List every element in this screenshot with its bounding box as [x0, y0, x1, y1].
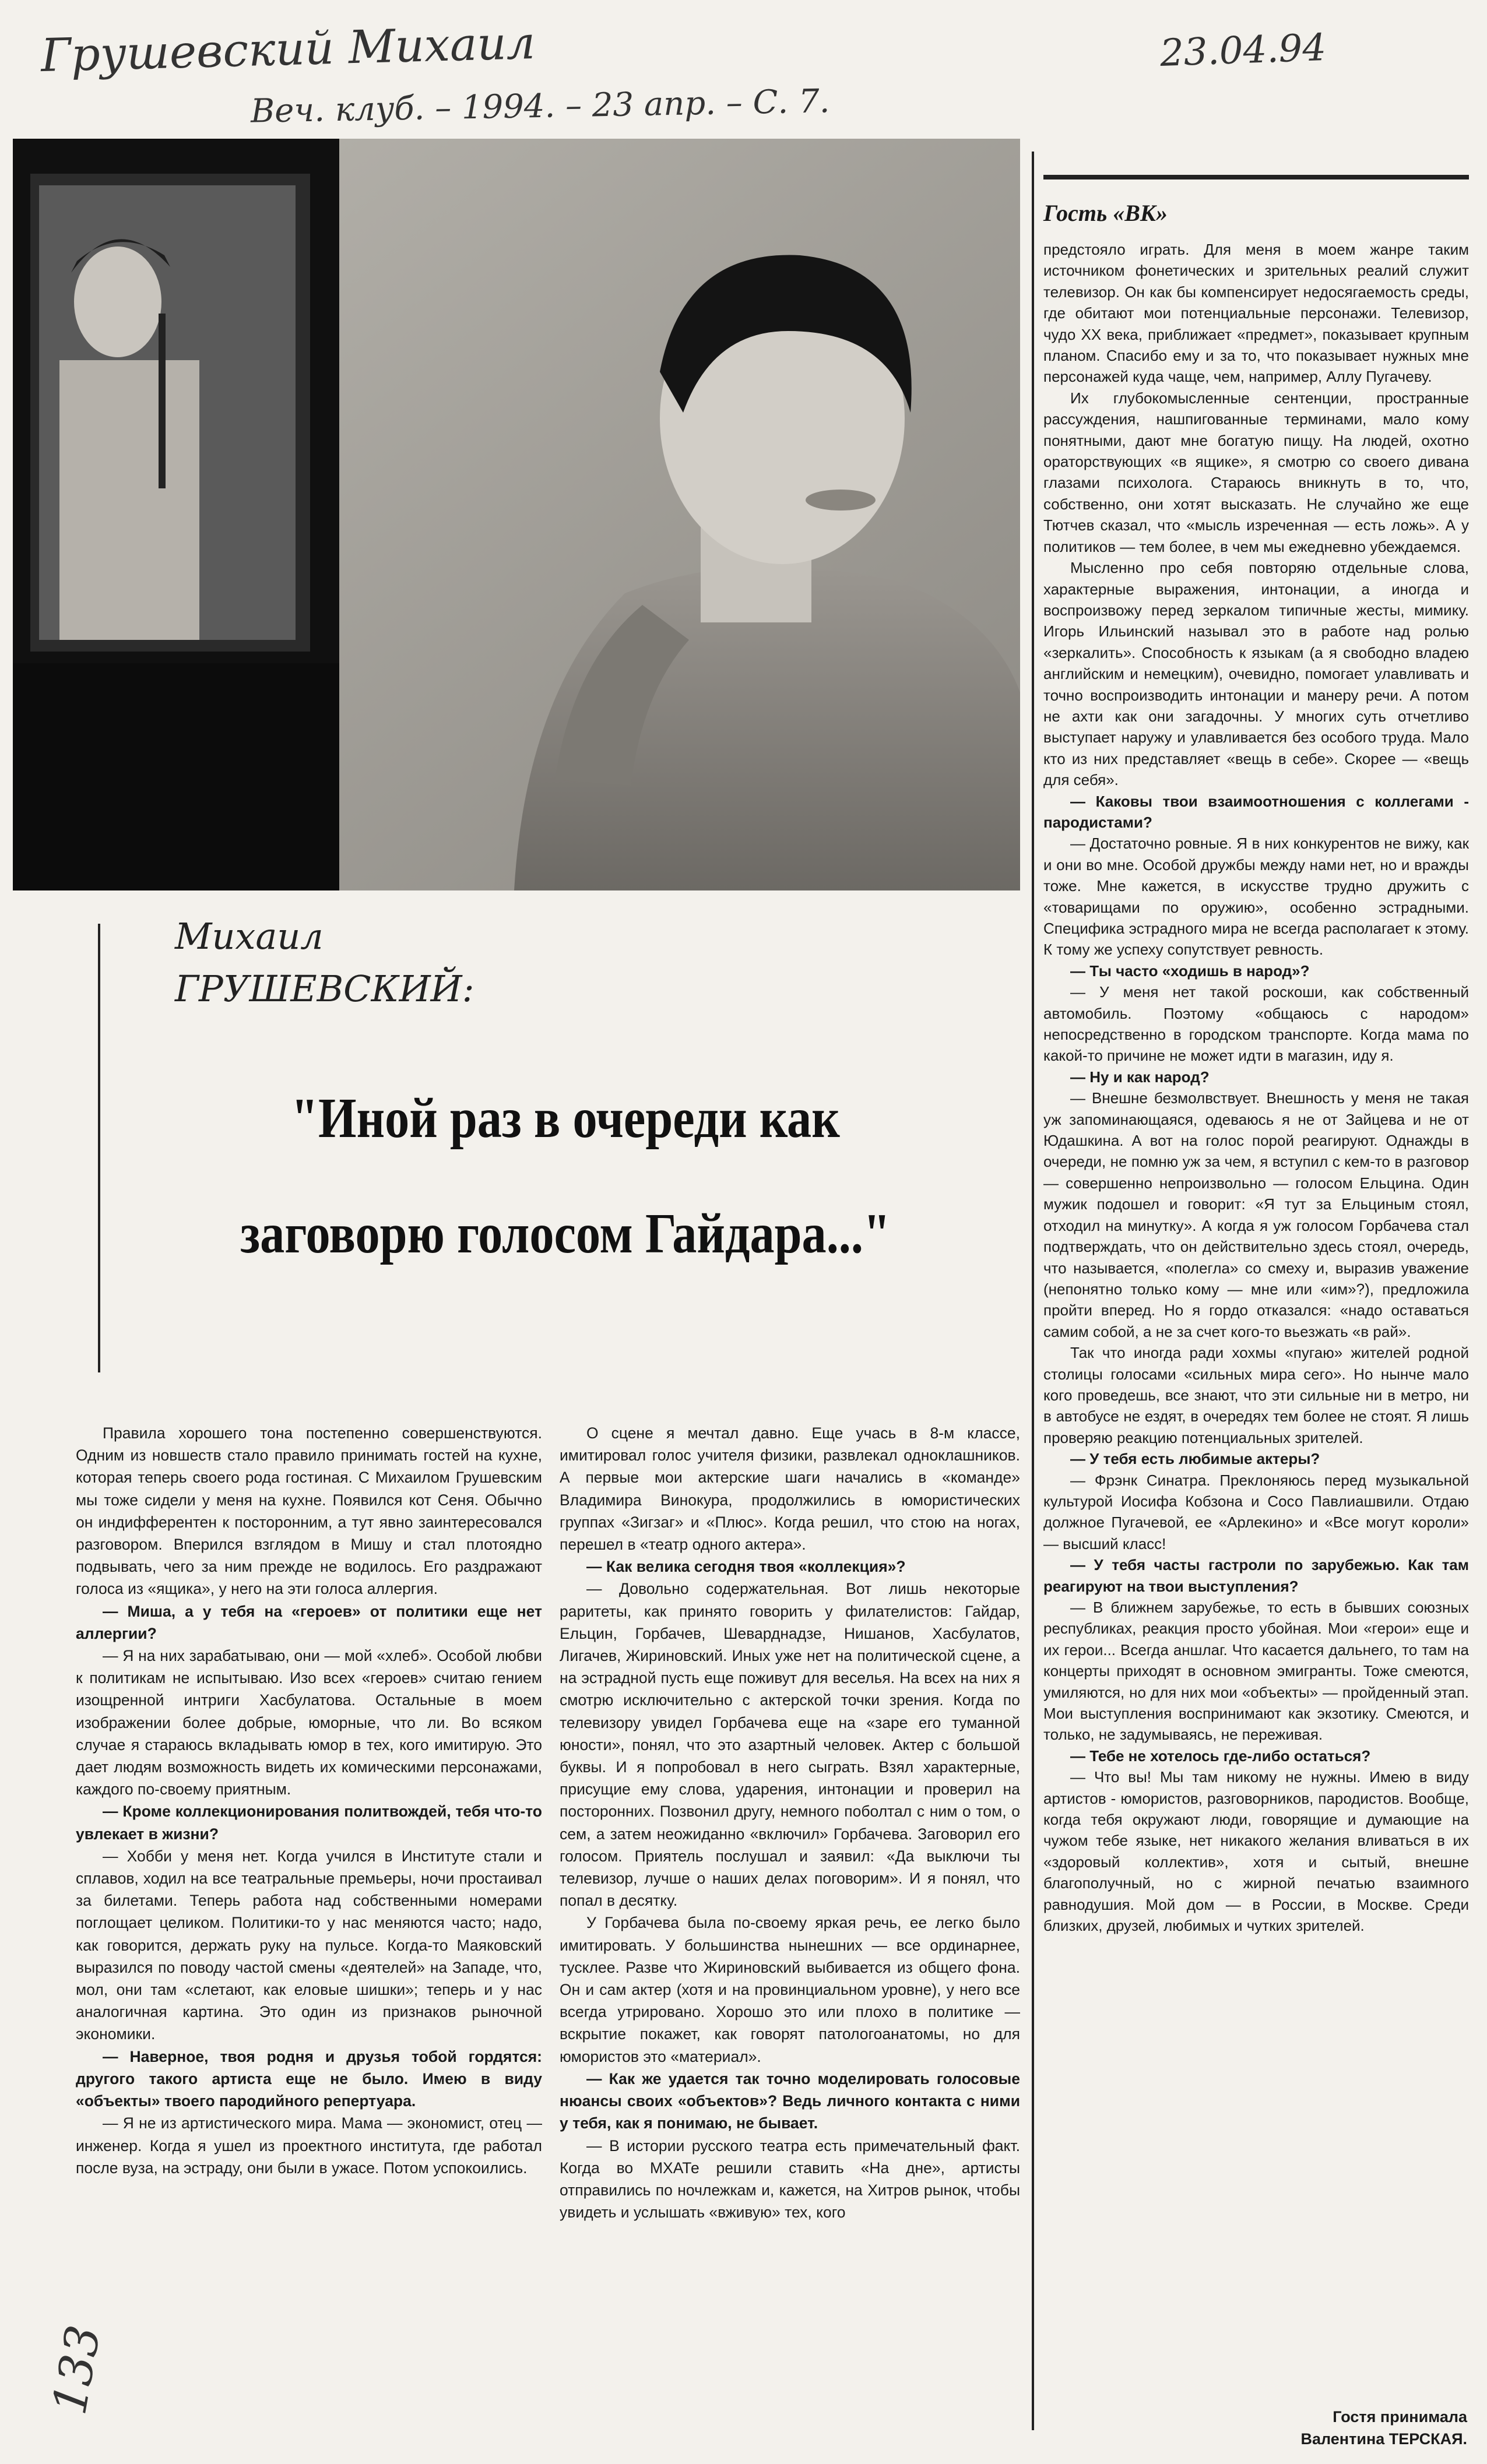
article-paragraph: предстояло играть. Для меня в моем жанре таким источником фонетических и зрительных реалий служит телевизор. Он как бы компенсирует недосягаемость среды, где обитают мои потенциальные персонажи. Телевизор, чудо XX века, приближает «предмет», показывает крупным планом. Спасибо ему и за то, что показывает нужных мне персонажей куда чаще, чем, например, Аллу Пугачеву.: [1043, 241, 1469, 386]
guest-photo: [13, 139, 1020, 890]
headline: [187, 1061, 944, 1291]
rubric-rule: [1043, 175, 1469, 179]
interview-question: — Ну и как народ?: [1043, 1066, 1469, 1087]
article-paragraph: О сцене я мечтал давно. Еще учась в 8-м классе, имитировал голос учителя физики, развлекал одноклашников. А первые мои актерские шаги начались в «команде» Владимира Винокура, продолжились в юмористических группах «Зигзаг» и «Плюс». Когда решил, что стою на ногах, перешел в «театр одного актера».: [560, 1424, 1020, 1554]
signature-line-2: Валентина ТЕРСКАЯ.: [1300, 2430, 1467, 2448]
interview-answer: — В истории русского театра есть примечательный факт. Когда во МХАТе решили ставить «На дне», артисты отправились по ночлежкам и, кажется, на Хитров рынок, чтобы увидеть и услышать «вживую» тех, кого: [560, 2135, 1020, 2224]
interview-question: — Как же удается так точно моделировать голосовые нюансы своих «объектов»? Ведь личного контакта с ними у тебя, как я понимаю, не бывает.: [560, 2068, 1020, 2135]
signature: [1300, 2406, 1467, 2450]
interview-answer: — Фрэнк Синатра. Преклоняюсь перед музыкальной культурой Иосифа Кобзона и Сосо Павлиашвили. Отдаю должное Пугачевой, ее «Арлекино» и «Все могут короли» — высший класс!: [1043, 1470, 1469, 1555]
column-rule-right: [1032, 152, 1034, 2430]
heading-rule-left: [98, 924, 100, 1372]
headline-line-2: заговорю голосом Гайдара...": [240, 1202, 891, 1265]
signature-line-1: Гостя принимала: [1333, 2408, 1467, 2426]
rubric-label: Гость «ВК»: [1043, 200, 1168, 226]
text-column-2: [560, 1422, 1020, 2223]
handwritten-date: 23.04.94: [1159, 26, 1327, 75]
handwritten-name: Грушевский Михаил: [40, 16, 536, 83]
interview-answer: — Я на них зарабатываю, они — мой «хлеб». Особой любви к политикам не испытываю. Изо всех «героев» считаю гением изощренной интриги Хасбулатова. Остальные в моем изображении более добрые, юморные, что ли. Во всяком случае я стараюсь вкладывать юмор в тех, кого имитирую. Это дает людям возможность видеть их комическими персонажами, каждого по-своему приятным.: [76, 1645, 542, 1800]
interview-question: — Тебе не хотелось где-либо остаться?: [1043, 1745, 1469, 1766]
interview-question: — У тебя есть любимые актеры?: [1043, 1448, 1469, 1469]
interview-question: — Наверное, твоя родня и друзья тобой гордятся: другого такого артиста еще не было. Имею в виду «объекты» твоего пародийного репертуара.: [76, 2046, 542, 2113]
guest-last-name: ГРУШЕВСКИЙ:: [175, 967, 474, 1010]
interview-answer: — В ближнем зарубежье, то есть в бывших союзных республиках, реакция просто убойная. Мои «герои» еще и их герои... Всегда аншлаг. Что касается дальнего, то там на концерты приходят в основном эмигранты. Тоже смеются, умиляются, но для них мои «объекты» — пройденный этап. Мои выступления воспринимают как экзотику. Смеются, и только, не задумываясь, не переживая.: [1043, 1597, 1469, 1745]
article-paragraph: Правила хорошего тона постепенно совершенствуются. Одним из новшеств стало правило принимать гостей на кухне, которая теперь своего рода гостиная. С Михаилом Грушевским мы тоже сидели у меня на кухне. Появился кот Сеня. Обычно он индифферентен к посторонним, а тут явно заинтересовался разговором. Вперился взглядом в Мишу и стал плотоядно подвывать, чего за ним прежде не водилось. Его раздражают голоса из «ящика», у него на эти голоса аллергия.: [76, 1424, 542, 1598]
text-column-3: [1043, 239, 1469, 1937]
interview-question: — Каковы твои взаимоотношения с коллегами - пародистами?: [1043, 791, 1469, 833]
article-paragraph: Мысленно про себя повторяю отдельные слова, характерные выражения, интонации, а иногда и воспроизвожу перед зеркалом типичные жесты, мимику. Игорь Ильинский называл это в работе над ролью «зеркалить». Способность к языкам (а я свободно владею английским и немецким), очевидно, помогает улавливать и точно воспроизводить интонации и манеру речи. А потом не ахти как они загадочны. У многих суть отчетливо выступает наружу и улавливается без особого труда. Мало кто из них представляет «вещь в себе». Скорее — «вещь для себя».: [1043, 559, 1469, 789]
article-paragraph: Их глубокомысленные сентенции, пространные рассуждения, нашпигованные терминами, мало кому понятными, дают мне богатую пищу. На людей, охотно ораторствующих «в ящике», я смотрю со своего дивана глазами психолога. Стараюсь вникнуть в то, что, собственно, они хотят высказать. Не случайно же еще Тютчев сказал, что «мысль изреченная — есть ложь». А у политиков — тем более, в чем мы ежедневно убеждаемся.: [1043, 389, 1469, 555]
interview-question: — У тебя часты гастроли по зарубежью. Как там реагируют на твои выступления?: [1043, 1554, 1469, 1597]
article-paragraph: У Горбачева была по-своему яркая речь, ее легко было имитировать. У большинства нынешних — все ординарнее, тусклее. Разве что Жириновский выбивается из общего фона. Он и сам актер (хотя и на провинциальном уровне), у него все всегда утрировано. Хорошо это или плохо в политике — вскрытие покажет, как говорят патологоанатомы, но для юмористов это «материал».: [560, 1914, 1020, 2065]
photo-illustration: [13, 139, 1020, 890]
interview-answer: — У меня нет такой роскоши, как собственный автомобиль. Поэтому «общаюсь с народом» непосредственно в городском транспорте. Когда мама по какой-то причине не может идти в магазин, иду я.: [1043, 981, 1469, 1066]
article-paragraph: Так что иногда ради хохмы «пугаю» жителей родной столицы голосами «сильных мира сего». Но нынче мало кого проведешь, все знают, что эти сильные ни в метро, ни в автобусе не ездят, в очередях тем более не стоят. Я лишь проверяю реакцию потенциальных зрителей.: [1043, 1344, 1469, 1446]
headline-line-1: "Иной раз в очереди как: [291, 1087, 840, 1150]
interview-answer: — Хобби у меня нет. Когда учился в Институте стали и сплавов, ходил на все театральные премьеры, ночи простаивал за билетами. Теперь работа над собственными номерами поглощает целиком. Политики-то у нас меняются часто; надо, как говорится, держать руку на пульсе. Когда-то Маяковский выразился по поводу частой смены «деятелей» на Западе, что, мол, они там «слетают, как еловые шишки»; теперь и у нас аналогичная картина. Это один из признаков рыночной экономики.: [76, 1845, 542, 2046]
interview-answer: — Достаточно ровные. Я в них конкурентов не вижу, как и они во мне. Особой дружбы между нами нет, но и вражды тоже. Мне кажется, в искусстве трудно дружить с «товарищами по оружию», особенно эстрадными. Специфика эстрадного мира не всегда располагает к этому. К тому же успеху сопутствует ревность.: [1043, 833, 1469, 960]
interview-answer: — Внешне безмолвствует. Внешность у меня не такая уж запоминающаяся, одеваюсь я не от Зайцева и не от Юдашкина. А вот на голос порой реагируют. Однажды в очереди, не помню уж за чем, я вступил с кем-то в разговор — совершенно непроизвольно — голосом Ельцина. Один мужик подошел и говорит: «Я тут за Ельциным стоял, отходил на минутку». А когда я уж голосом Горбачева стал подтверждать, что он действительно здесь стоял, очередь, что называется, «полегла» со смеху и, выразив уважение (непонятно только кому — мне или «им»?), предложила пройти вперед. Но я гордо отказался: «надо оставаться самим собой, а не за счет кого-то вьезжать «в рай».: [1043, 1087, 1469, 1342]
interview-question: — Как велика сегодня твоя «коллекция»?: [560, 1555, 1020, 1578]
handwritten-source: Веч. клуб. – 1994. – 23 апр. – С. 7.: [250, 82, 830, 131]
interview-answer: — Что вы! Мы там никому не нужны. Имею в виду артистов - юмористов, разговорников, пародистов. Вообще, когда тебя окружают люди, говорящие и думающие на чужом тебе языке, нет никакого желания вливаться в их «здоровый коллектив», хотя и сытый, внешне благополучный, но с жирной печатью взаимного равнодушия. Мой дом — в России, в Москве. Среди близких, друзей, любимых и чутких зрителей.: [1043, 1766, 1469, 1936]
interview-question: — Миша, а у тебя на «героев» от политики еще нет аллергии?: [76, 1600, 542, 1645]
handwritten-page-number: 133: [42, 2321, 111, 2419]
interview-question: — Кроме коллекционирования политвождей, тебя что-то увлекает в жизни?: [76, 1800, 542, 1845]
interview-answer: — Довольно содержательная. Вот лишь некоторые раритеты, как принято говорить у филателистов: Гайдар, Ельцин, Горбачев, Шеварднадзе, Нишанов, Хасбулатов, Лигачев, Жириновский. Иных уже нет на политической сцене, а на эстрадной пусть еще поживут для веселья. На всех на них я смотрю исключительно с актерской точки зрения. Когда по телевизору увидел Горбачева еще на «заре его туманной юности», понял, что это азартный человек. Актер с большой буквы. И я попробовал в него сыграть. Взял характерные, присущие ему слова, ударения, интонации и проверил на посторонних. Позвонил другу, немного поболтал с ним о том, о сем, а затем неожиданно «включил» Горбачева. Заговорил его голосом. Приятель послушал и заявил: «Да выключи ты телевизор, лучше о наших делах поговорим». И я понял, что попал в десятку.: [560, 1578, 1020, 1912]
guest-first-name: Михаил: [175, 915, 324, 958]
text-column-1: [76, 1422, 542, 2179]
interview-answer: — Я не из артистического мира. Мама — экономист, отец — инженер. Когда я ушел из проектного института, где работал после вуза, на эстраду, они были в ужасе. Потом успокоились.: [76, 2112, 542, 2179]
interview-question: — Ты часто «ходишь в народ»?: [1043, 960, 1469, 981]
